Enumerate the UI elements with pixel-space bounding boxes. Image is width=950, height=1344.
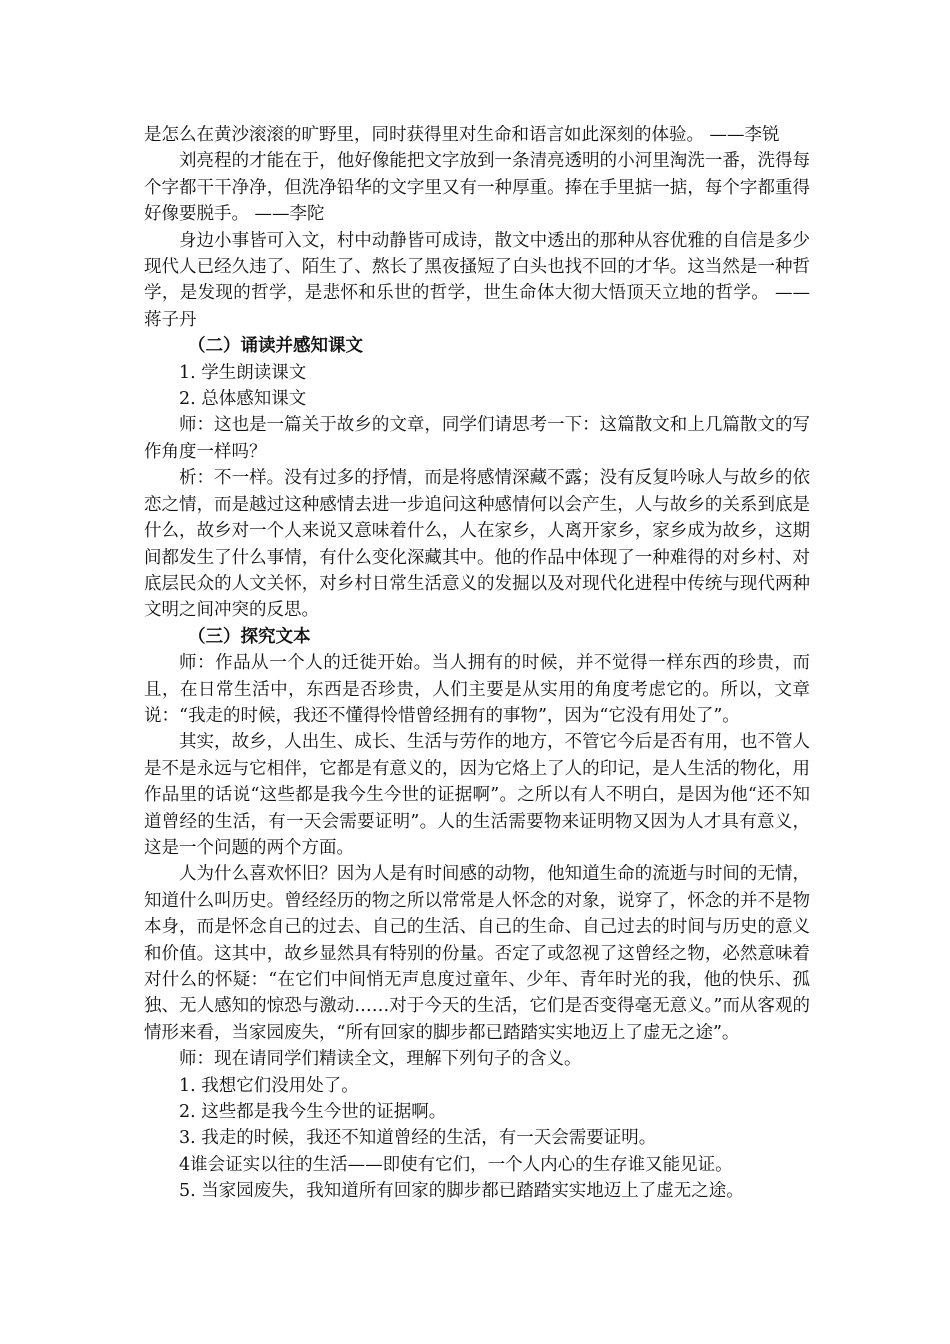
paragraph-quote-li-tuo: 刘亮程的才能在于，他好像能把文字放到一条清亮透明的小河里淘洗一番，洗得每个字都干干净净，但洗净铅华的文字里又有一种厚重。捧在手里掂一掂，每个字都重得好像要脱手。 ——李陀 [144,151,810,225]
list-item: 4谁会证实以往的生活——即使有它们，一个人内心的生存谁又能见证。 [179,1154,733,1175]
list-item: 3. 我走的时候，我还不知道曾经的生活，有一天会需要证明。 [179,1128,657,1149]
paragraph-quote-li-rui: 是怎么在黄沙滚滚的旷野里，同时获得里对生命和语言如此深刻的体验。 ——李锐 [144,125,780,145]
list-item: 1. 我想它们没用处了。 [179,1075,359,1096]
list-item: 5. 当家园废失，我知道所有回家的脚步都已踏踏实实地迈上了虚无之途。 [179,1181,744,1202]
paragraph-analysis: 析：不一样。没有过多的抒情，而是将感情深藏不露；没有反复吟咏人与故乡的依恋之情，而是越过这种感情去进一步追问这种感情何以会产生，人与故乡的关系到底是什么，故乡对一个人来说又意味着什么，人在家乡，人离开家乡，家乡成为故乡，这期间都发生了什么事情，有什么变化深藏其中。他的作品中体现了一种难得的对乡村、对底层民众的人文关怀，对乡村日常生活意义的发掘以及对现代化进程中传统与现代两种文明之间冲突的反思。 [144,468,810,621]
list-item: 2. 这些都是我今生今世的证据啊。 [179,1102,447,1123]
paragraph-teacher-question: 师：这也是一篇关于故乡的文章，同学们请思考一下：这篇散文和上几篇散文的写作角度一样吗？ [144,415,810,462]
paragraph-hometown-meaning: 其实，故乡，人出生、成长、生活与劳作的地方，不管它今后是否有用，也不管人是不是永远与它相伴，它都是有意义的，因为它烙上了人的印记，是人生活的物化，用作品里的话说“这些都是我今生今世的证据啊”。之所以有人不明白，是因为他“还不知道曾经的生活，有一天会需要证明”。人的生活需要物来证明物又因为人才具有意义，这是一个问题的两个方面。 [144,732,810,858]
list-item: 1. 学生朗读课文 [179,362,307,383]
document-page [144,122,810,1205]
paragraph-quote-jiang-zidan: 身边小事皆可入文，村中动静皆可成诗，散文中透出的那种从容优雅的自信是多少现代人已经久违了、陌生了、熬长了黑夜搔短了白头也找不回的才华。这当然是一种哲学，是发现的哲学，是悲怀和乐世的哲学，世生命体大彻大悟顶天立地的哲学。 ——蒋子丹 [144,230,810,330]
paragraph-teacher-migration: 师：作品从一个人的迁徙开始。当人拥有的时候，并不觉得一样东西的珍贵，而且，在日常生活中，东西是否珍贵，人们主要是从实用的角度考虑它的。所以，文章说：“我走的时候，我还不懂得怜惜曾经拥有的事物”，因为“它没有用处了”。 [144,653,810,726]
paragraph-teacher-close-reading: 师：现在请同学们精读全文，理解下列句子的含义。 [179,1049,582,1070]
section-heading-recite: （二）诵读并感知课文 [188,336,363,357]
list-item: 2. 总体感知课文 [179,389,307,410]
section-heading-explore: （三）探究文本 [188,626,311,647]
paragraph-nostalgia: 人为什么喜欢怀旧？因为人是有时间感的动物，他知道生命的流逝与时间的无情，知道什么叫历史。曾经经历的物之所以常常是人怀念的对象，说穿了，怀念的并不是物本身，而是怀念自己的过去、自己的生活、自己的生命、自己过去的时间与历史的意义和价值。这其中，故乡显然具有特别的份量。否定了或忽视了这曾经之物，必然意味着对什么的怀疑：“在它们中间悄无声息度过童年、少年、青年时光的我，他的快乐、孤独、无人感知的惊恐与激动……对于今天的生活，它们是否变得毫无意义。”而从客观的情形来看，当家园废失，“所有回家的脚步都已踏踏实实地迈上了虚无之途”。 [144,864,810,1043]
